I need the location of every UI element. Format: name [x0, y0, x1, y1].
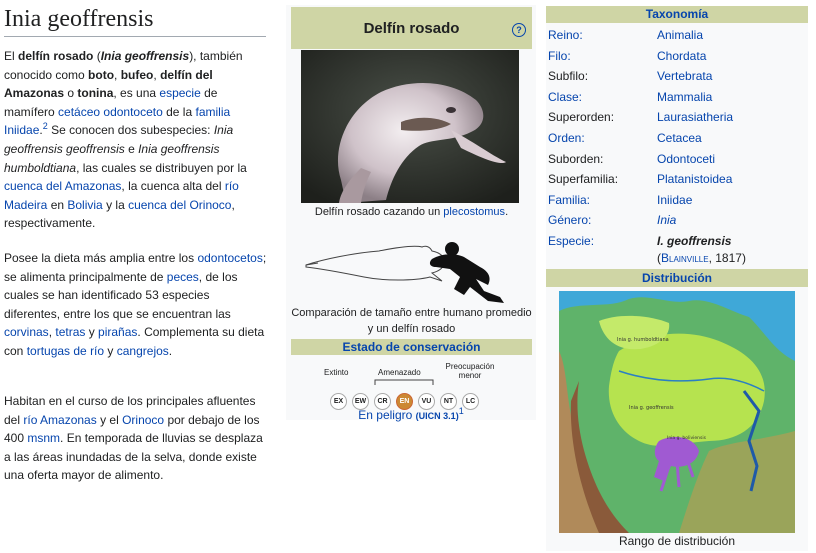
inline-text: Inia geoffrensis: [100, 49, 190, 63]
authority-link[interactable]: Blainville: [661, 251, 709, 265]
distribution-header[interactable]: Distribución: [546, 269, 808, 287]
inline-text: ,: [48, 325, 56, 340]
taxonomy-rank-label: Superorden:: [548, 110, 615, 125]
inline-link[interactable]: msnm: [27, 431, 61, 446]
status-source[interactable]: (UICN 3.1): [415, 411, 459, 421]
inline-link[interactable]: peces: [166, 269, 199, 284]
inline-text: Inia geoffrensis geoffrensis: [4, 123, 234, 156]
inline-text: delfín del Amazonas: [4, 67, 213, 101]
taxonomy-rank-label[interactable]: Género:: [548, 213, 592, 228]
cons-label-extinct: Extinto: [324, 368, 349, 377]
size-comparison-diagram[interactable]: [304, 237, 520, 307]
status-ref[interactable]: 1: [458, 406, 464, 416]
taxonomy-rank-value[interactable]: Odontoceti: [657, 151, 716, 166]
taxonomy-rank-label[interactable]: Especie:: [548, 234, 595, 248]
distribution-map-image: [559, 291, 795, 533]
taxonomy-rank-value[interactable]: Chordata: [657, 48, 707, 63]
taxonomy-row: [548, 129, 808, 147]
conservation-status: [286, 408, 536, 422]
inline-text: Posee la dieta más amplia entre los: [4, 251, 198, 265]
inline-text: de mamífero: [4, 86, 218, 119]
inline-text: ; se alimenta principalmente de: [4, 251, 267, 284]
taxonomy-rank-value[interactable]: Iniidae: [657, 192, 693, 207]
infobox-title: [291, 7, 532, 49]
help-icon[interactable]: ?: [512, 23, 526, 37]
taxonomy-row: [548, 191, 808, 209]
inline-text: ), también conocido como: [4, 49, 243, 82]
authority-year: , 1817): [708, 251, 746, 265]
map-label-geoffrensis: Inia g. geoffrensis: [629, 405, 674, 411]
inline-text: .: [39, 123, 43, 138]
cons-dot-lc[interactable]: LC: [462, 393, 479, 410]
inline-link[interactable]: Orinoco: [122, 412, 165, 427]
infobox-title-text: Delfín rosado: [363, 19, 460, 37]
inline-text: (: [93, 49, 101, 63]
inline-text: Habitan en el curso de los principales afluentes del: [4, 394, 256, 427]
inline-link[interactable]: corvinas: [4, 325, 49, 340]
taxonomy-header[interactable]: Taxonomía: [546, 6, 808, 23]
inline-text: ,: [114, 67, 121, 82]
inline-text: , las cuales se distribuyen por la: [76, 160, 247, 175]
inline-text: . En temporada de lluvias se desplaza a las áreas inundadas de la selva, donde existe una oferta mayor de alimento.: [4, 431, 263, 483]
inline-text: tonina: [77, 86, 114, 101]
cons-dot-ew[interactable]: EW: [352, 393, 369, 410]
taxonomy-row: [548, 150, 808, 168]
inline-text: . Complementa su dieta con: [4, 325, 265, 358]
cons-dot-nt[interactable]: NT: [440, 393, 457, 410]
inline-link[interactable]: cuenca del Amazonas: [4, 179, 122, 194]
taxonomy-rank-value[interactable]: Laurasiatheria: [657, 110, 734, 125]
status-source-text: UICN 3.1: [418, 411, 456, 421]
inline-link[interactable]: especie: [159, 86, 201, 101]
inline-link[interactable]: tortugas de río: [26, 343, 105, 358]
photo-caption-period: .: [505, 206, 509, 218]
map-caption: Rango de distribución: [618, 534, 736, 548]
inline-link[interactable]: río Madeira: [4, 179, 239, 212]
inline-text: boto: [88, 67, 115, 82]
taxonomy-rank-label: Suborden:: [548, 151, 604, 166]
inline-link[interactable]: pirañas: [98, 325, 138, 340]
taxonomy-rank-label[interactable]: Orden:: [548, 131, 585, 145]
reference-link[interactable]: 2: [42, 121, 48, 132]
inline-text: , la cuenca alta del: [121, 179, 225, 194]
inline-link[interactable]: cetáceo: [58, 104, 101, 119]
map-label-boliviensis: Inia g. boliviensis: [667, 436, 706, 441]
taxonomy-rank-label[interactable]: Familia:: [548, 192, 591, 207]
threatened-bracket: [374, 378, 434, 386]
inline-text: delfín rosado: [18, 49, 94, 63]
map-label-humboldtiana: Inia g. humboldtiana: [617, 337, 669, 343]
taxonomy-rank-value[interactable]: Vertebrata: [657, 69, 713, 84]
inline-text: Inia geoffrensis humboldtiana: [4, 141, 220, 175]
inline-link[interactable]: tetras: [55, 325, 86, 340]
taxonomy-row: [548, 47, 808, 65]
inline-text: , respectivamente.: [4, 197, 235, 231]
taxonomy-row: [548, 170, 808, 188]
inline-text: , de los cuales se han identificado 53 especies diferentes, entre los que se encuentran las: [4, 269, 238, 321]
taxonomy-box: [546, 6, 808, 551]
taxonomy-row: [548, 211, 808, 229]
inline-text: y: [104, 343, 117, 358]
human-silhouette-icon: [430, 242, 504, 303]
species-infobox: [286, 5, 536, 420]
species-authority: (Blainville, 1817): [657, 251, 746, 265]
cons-dot-cr[interactable]: CR: [374, 393, 391, 410]
inline-link[interactable]: familia Iniidae: [4, 104, 231, 138]
page-title: Inia geoffrensis: [4, 6, 266, 37]
inline-text: o: [64, 86, 78, 101]
inline-text: e: [124, 141, 139, 156]
taxonomy-rank-label[interactable]: Reino:: [548, 28, 583, 42]
taxonomy-rank-value[interactable]: Platanistoidea: [657, 172, 733, 187]
photo-caption: [291, 204, 532, 220]
taxonomy-rank-value[interactable]: Animalia: [657, 28, 704, 42]
cons-dot-en[interactable]: EN: [396, 393, 413, 410]
taxonomy-rank-value[interactable]: Cetacea: [657, 131, 702, 145]
intro-paragraph: [4, 47, 268, 233]
taxonomy-rank-value: I. geoffrensis: [657, 234, 732, 248]
taxonomy-row: [548, 67, 808, 85]
cons-label-least: Preocupación menor: [445, 362, 495, 380]
taxonomy-row: [548, 108, 808, 126]
dolphin-photo-image: [301, 50, 519, 203]
inline-text: bufeo: [120, 67, 154, 82]
inline-text: Se conocen dos subespecies:: [47, 123, 214, 138]
taxonomy-row: [548, 88, 808, 106]
photo-caption-text: Delfín rosado cazando un: [314, 206, 444, 218]
inline-text: de la: [162, 104, 196, 119]
taxonomy-rank-label: Superfamilia:: [548, 172, 619, 187]
inline-text: y la: [102, 197, 129, 212]
inline-text: El: [4, 49, 19, 63]
plecostomus-link[interactable]: plecostomus: [443, 206, 506, 218]
article-body: [4, 0, 270, 483]
taxonomy-rank-label: Subfilo:: [548, 69, 589, 84]
diet-paragraph: [4, 249, 268, 361]
habitat-paragraph: [4, 392, 268, 485]
inline-text: por debajo de los 400: [4, 412, 260, 446]
taxonomy-rank-label[interactable]: Filo:: [548, 48, 571, 63]
inline-text: en: [47, 197, 68, 212]
taxonomy-row: [548, 232, 808, 250]
status-link[interactable]: En peligro: [358, 408, 413, 422]
inline-text: ,: [153, 67, 161, 82]
inline-link[interactable]: río Amazonas: [23, 412, 97, 427]
inline-link[interactable]: cuenca del Orinoco: [128, 197, 232, 212]
dolphin-photo[interactable]: [301, 50, 519, 203]
taxonomy-rank-value[interactable]: Mammalia: [657, 89, 713, 104]
inline-text: , es una: [113, 86, 160, 101]
inline-text: .: [168, 343, 173, 358]
inline-text: y: [85, 325, 99, 340]
scale-caption: Comparación de tamaño entre humano promedio y un delfín rosado: [291, 307, 532, 335]
taxonomy-rank-value[interactable]: Inia: [657, 213, 677, 228]
conservation-header[interactable]: Estado de conservación: [291, 339, 532, 355]
inline-link[interactable]: Bolivia: [67, 197, 103, 212]
cons-dot-vu[interactable]: VU: [418, 393, 435, 410]
taxonomy-row: [548, 26, 808, 44]
cons-dot-ex[interactable]: EX: [330, 393, 347, 410]
inline-text: y el: [96, 412, 123, 427]
distribution-map[interactable]: [559, 291, 795, 533]
cons-label-threatened: Amenazado: [378, 368, 421, 377]
inline-link[interactable]: odontoceto: [103, 104, 163, 119]
taxonomy-rank-label[interactable]: Clase:: [548, 89, 583, 104]
inline-link[interactable]: odontocetos: [197, 251, 263, 265]
inline-link[interactable]: cangrejos: [116, 343, 169, 358]
